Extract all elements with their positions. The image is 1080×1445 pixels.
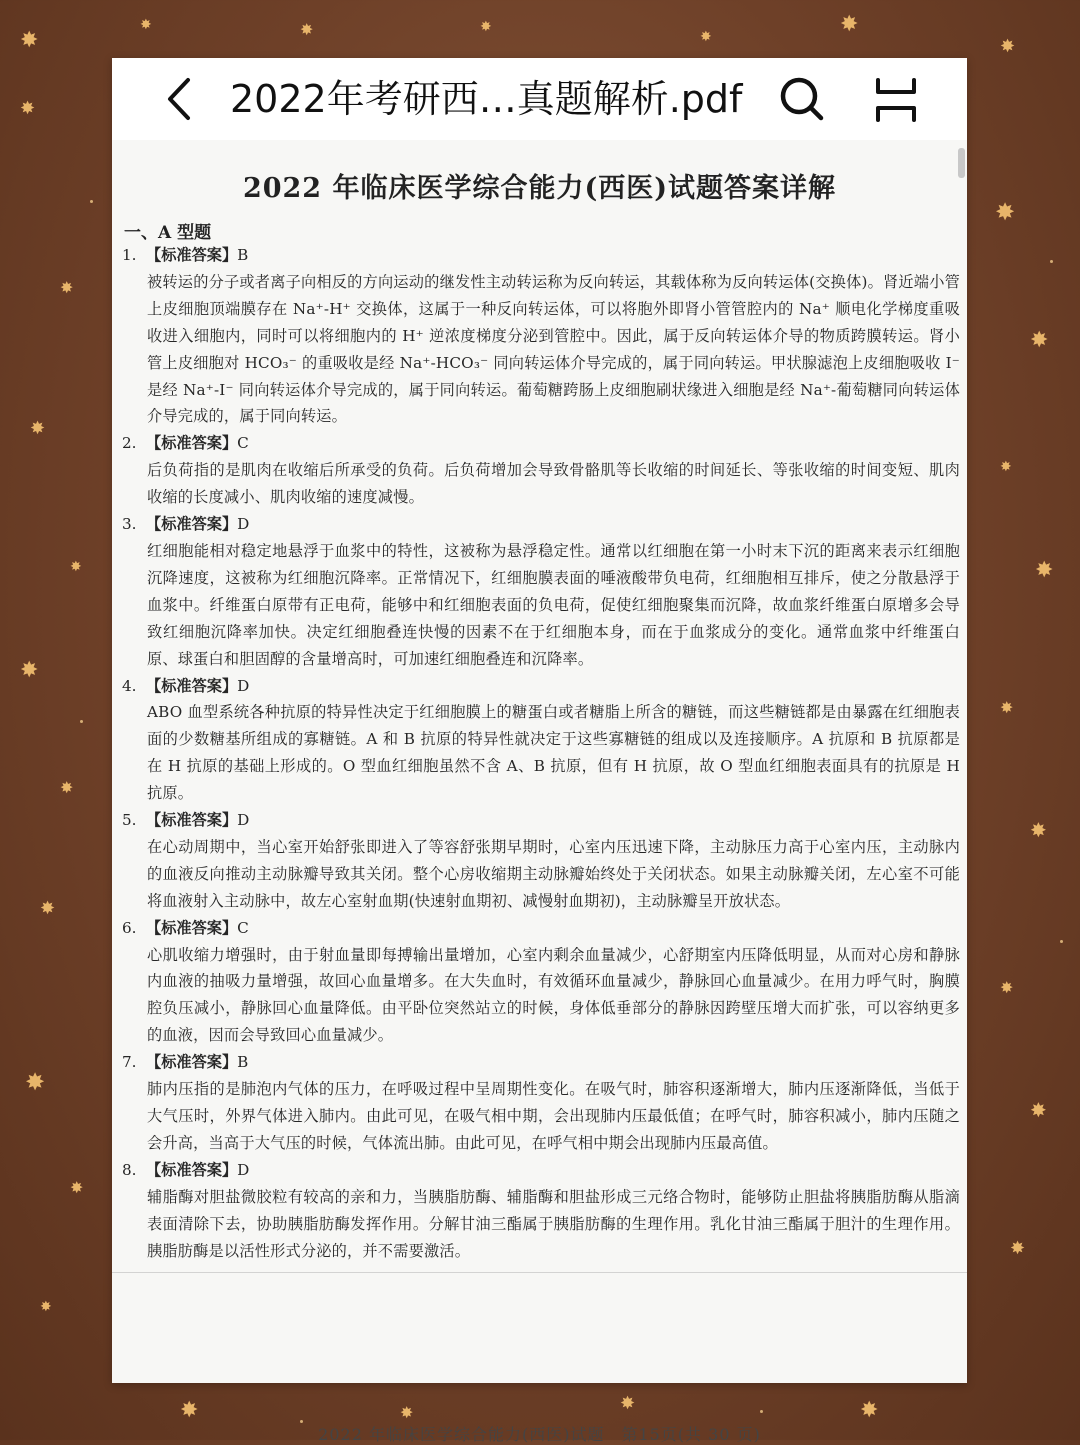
answer-explanation: 在心动周期中，当心室开始舒张即进入了等容舒张期早期时，心室内压迅速下降，主动脉压力高于心室内压，主动脉内的血液反向推动主动脉瓣导致其关闭。整个心房收缩期主动脉瓣始终处于关闭状态。如果主动脉瓣关闭，左心室不可能将血液射入主动脉中，故左心室射血期(快速射血期初、减慢射血期初)，主动脉瓣呈开放状态。 — [147, 837, 960, 910]
star-decoration: ✸ — [60, 278, 74, 297]
star-decoration: ✸ — [995, 198, 1016, 226]
dot-decoration — [760, 1410, 763, 1413]
answer-tag: 【标准答案】 — [146, 1053, 238, 1072]
answer-letter: C — [237, 918, 249, 937]
answer-tag: 【标准答案】 — [146, 811, 238, 830]
star-decoration: ✸ — [860, 1398, 879, 1423]
answer-list — [122, 242, 960, 1264]
answer-explanation: 心肌收缩力增强时，由于射血量即每搏输出量增加，心室内剩余血量减少，心舒期室内压降低明显，从而对心房和静脉内血液的抽吸力量增强，故回心血量增多。在大失血时，有效循环血量减少，静脉回心血量减少。在用力呼气时，胸膜腔负压减小，静脉回心血量降低。由平卧位突然站立的时候，身体低垂部分的静脉因跨壁压增大而扩张，可以容纳更多的血液，因而会导致回心血量减少。 — [147, 945, 960, 1045]
star-decoration: ✸ — [1000, 459, 1012, 475]
star-decoration: ✸ — [480, 19, 492, 35]
star-decoration: ✸ — [70, 1178, 84, 1197]
search-icon — [777, 74, 827, 124]
answer-explanation: 红细胞能相对稳定地悬浮于血浆中的特性，这被称为悬浮稳定性。通常以红细胞在第一小时末下沉的距离来表示红细胞沉降速度，这被称为红细胞沉降率。正常情况下，红细胞膜表面的唾液酸带负电荷，红细胞相互排斥，使之分散悬浮于血浆中。纤维蛋白原带有正电荷，能够中和红细胞表面的负电荷，促使红细胞聚集而沉降，故血浆纤维蛋白原增多会导致红细胞沉降率加快。决定红细胞叠连快慢的因素不在于红细胞本身，而在于血浆成分的变化。通常血浆中纤维蛋白原、球蛋白和胆固醇的含量增高时，可加速红细胞叠连和沉降率。 — [147, 541, 960, 668]
star-decoration: ✸ — [1000, 36, 1016, 57]
star-decoration: ✸ — [20, 98, 36, 119]
item-number: 6. — [122, 918, 137, 937]
answer-item-header — [122, 915, 960, 942]
answer-explanation: 肺内压指的是肺泡内气体的压力，在呼吸过程中呈周期性变化。在吸气时，肺容积逐渐增大，肺内压逐渐降低，当低于大气压时，外界气体进入肺内。由此可见，在吸气相中期，会出现肺内压最低值；在呼气时，肺容积减小，肺内压随之会升高，当高于大气压的时候，气体流出肺。由此可见，在呼气相中期会出现肺内压最高值。 — [147, 1080, 960, 1152]
star-decoration: ✸ — [1000, 978, 1014, 997]
star-decoration: ✸ — [40, 1299, 52, 1315]
chevron-left-icon — [160, 74, 200, 124]
star-decoration: ✸ — [1035, 558, 1054, 583]
search-button[interactable] — [777, 74, 827, 124]
answer-explanation: 后负荷指的是肌肉在收缩后所承受的负荷。后负荷增加会导致骨骼肌等长收缩的时间延长、等张收缩的时间变短、肌肉收缩的长度减小、肌肉收缩的速度减慢。 — [147, 461, 960, 507]
item-number: 8. — [122, 1160, 137, 1179]
star-decoration: ✸ — [40, 898, 56, 919]
dot-decoration — [1060, 940, 1063, 943]
star-decoration: ✸ — [30, 418, 46, 439]
answer-item-header — [122, 1049, 960, 1076]
star-decoration: ✸ — [1000, 698, 1014, 717]
answer-item-header — [122, 511, 960, 538]
answer-letter: D — [237, 515, 250, 534]
item-number: 1. — [122, 246, 137, 264]
back-button[interactable] — [160, 74, 200, 124]
star-decoration: ✸ — [1010, 1238, 1026, 1259]
answer-letter: C — [237, 434, 249, 453]
item-number: 5. — [122, 811, 137, 830]
answer-letter: D — [237, 811, 250, 830]
pdf-viewer — [112, 58, 967, 1444]
item-number: 7. — [122, 1053, 137, 1072]
document-title: 2022年考研西…真题解析.pdf — [230, 77, 743, 121]
star-decoration: ✸ — [20, 28, 39, 53]
star-decoration: ✸ — [1030, 328, 1049, 353]
star-decoration: ✸ — [70, 559, 82, 575]
answer-letter: D — [237, 676, 250, 695]
answer-tag: 【标准答案】 — [146, 676, 238, 695]
top-bar — [112, 58, 967, 140]
answer-tag: 【标准答案】 — [146, 918, 238, 937]
dot-decoration — [90, 200, 93, 203]
star-decoration: ✸ — [180, 1398, 199, 1423]
page-heading: 2022 年临床医学综合能力(西医)试题答案详解 — [242, 173, 837, 204]
answer-explanation: 被转运的分子或者离子向相反的方向运动的继发性主动转运称为反向转运，其载体称为反向转运体(交换体)。肾近端小管上皮细胞顶端膜存在 Na⁺-H⁺ 交换体，这属于一种反向转运体，可以将胞外即肾小管管腔内的 Na⁺ 顺电化学梯度重吸收进入细胞内，同时可以将细胞内的 H⁺ 逆浓度梯度分泌到管腔中。因此，属于反向转运体介导的物质跨膜转运。肾小管上皮细胞对 HCO₃⁻ 的重吸收是经 Na⁺-HCO₃⁻ 同向转运体介导完成的，属于同向转运。甲状腺滤泡上皮细胞吸收 I⁻ 是经 Na⁺-I⁻ 同向转运体介导完成的，属于同向转运。葡萄糖跨肠上皮细胞刷状缘进入细胞是经 Na⁺-葡萄糖同向转运体介导完成的，属于同向转运。 — [147, 272, 960, 426]
answer-tag: 【标准答案】 — [146, 1160, 238, 1179]
answer-item-header — [122, 807, 960, 834]
answer-explanation: ABO 血型系统各种抗原的特异性决定于红细胞膜上的糖蛋白或者糖脂上所含的糖链，而这些糖链都是由暴露在红细胞表面的少数糖基所组成的寡糖链。A 和 B 抗原的特异性就决定于这些寡糖链的组成以及连接顺序。A 抗原和 B 抗原都是在 H 抗原的基础上形成的。O 型血红细胞虽然不含 A、B 抗原，但有 H 抗原，故 O 型血红细胞表面具有的抗原是 H 抗原。 — [147, 703, 960, 803]
answer-tag: 【标准答案】 — [146, 246, 238, 264]
star-decoration: ✸ — [840, 12, 859, 37]
answer-letter: D — [237, 1160, 250, 1179]
answer-letter: B — [237, 1053, 249, 1072]
answer-tag: 【标准答案】 — [146, 515, 238, 534]
star-decoration: ✸ — [25, 1068, 46, 1096]
star-decoration: ✸ — [140, 17, 152, 33]
dot-decoration — [80, 720, 83, 723]
answer-explanation: 辅脂酶对胆盐微胶粒有较高的亲和力，当胰脂肪酶、辅脂酶和胆盐形成三元络合物时，能够防止胆盐将胰脂肪酶从脂滴表面清除下去，协助胰脂肪酶发挥作用。分解甘油三酯属于胰脂肪酶的生理作用。乳化甘油三酯属于胆汁的生理作用。胰脂肪酶是以活性形式分泌的，并不需要激活。 — [147, 1187, 960, 1260]
answer-item-header — [122, 1157, 960, 1184]
expand-icon — [872, 76, 920, 124]
answer-tag: 【标准答案】 — [146, 434, 238, 453]
pdf-page[interactable] — [112, 140, 967, 1444]
item-number: 4. — [122, 676, 137, 695]
answer-item-header — [122, 242, 960, 269]
star-decoration: ✸ — [620, 1393, 636, 1414]
page-footer: 2022 年临床医学综合能力(西医)试题 第15页(共 30 页) — [318, 1425, 761, 1444]
answer-letter: B — [237, 246, 249, 264]
item-number: 3. — [122, 515, 137, 534]
star-decoration: ✸ — [700, 29, 712, 45]
scrollbar-thumb[interactable] — [958, 148, 965, 178]
item-number: 2. — [122, 434, 137, 453]
section-title: 一、A 型题 — [124, 223, 212, 243]
answer-item-header — [122, 673, 960, 700]
star-decoration: ✸ — [1030, 1098, 1047, 1122]
star-decoration: ✸ — [60, 778, 74, 797]
star-decoration: ✸ — [400, 1403, 414, 1422]
answer-item-header — [122, 430, 960, 457]
star-decoration: ✸ — [20, 658, 39, 683]
expand-button[interactable] — [872, 76, 920, 124]
star-decoration: ✸ — [300, 20, 314, 39]
star-decoration: ✸ — [1030, 818, 1047, 842]
page-fold-line — [112, 1272, 967, 1273]
dot-decoration — [1050, 260, 1053, 263]
